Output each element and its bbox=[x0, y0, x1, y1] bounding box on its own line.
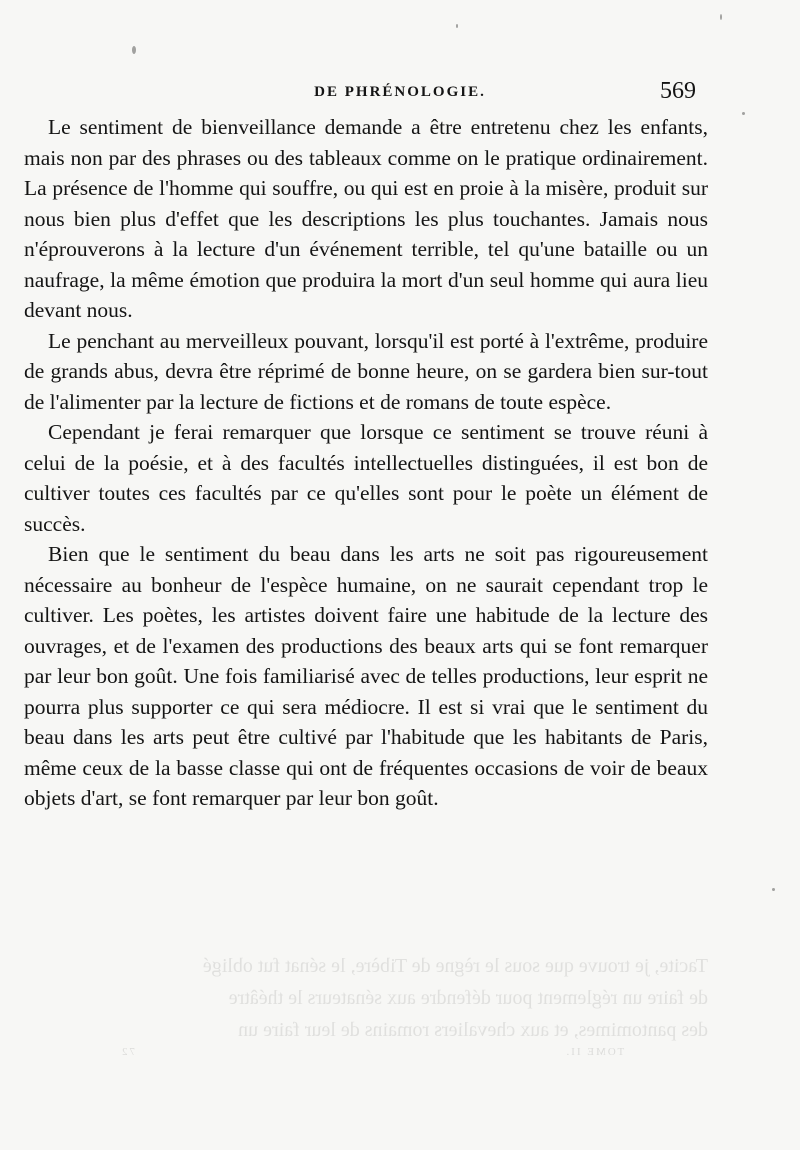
running-header: DE PHRÉNOLOGIE. bbox=[314, 84, 486, 100]
paragraph: Cependant je ferai remarquer que lorsque ce sentiment se trouve réuni à celui de la poésie, et à des facultés intellectuelles distinguées, il est bon de cultiver toutes ces facultés par ce qu'elles sont pour le poète un élément de succès. bbox=[24, 420, 708, 536]
paper-speck bbox=[742, 112, 745, 115]
signature-number: 72 bbox=[120, 1046, 135, 1058]
paper-speck bbox=[132, 46, 136, 54]
show-through-line: de faire un réglement pour défendre aux sénateurs le théâtre bbox=[228, 987, 708, 1009]
paragraph: Bien que le sentiment du beau dans les arts ne soit pas rigoureusement nécessaire au bonheur de l'espèce humaine, on ne saurait cependant trop le cultiver. Les poètes, les artistes doivent faire une habitude de la lecture des ouvrages, et de l'examen des productions des beaux arts qui se font remarquer par leur bon goût. Une fois familiarisé avec de telles productions, leur esprit ne pourra plus supporter ce qui sera médiocre. Il est si vrai que le sentiment du beau dans les arts peut être cultivé par l'habitude que les habitants de Paris, même ceux de la basse classe qui ont de fréquentes occasions de voir de beaux objets d'art, se font remarquer par leur bon goût. bbox=[24, 542, 708, 810]
paper-speck bbox=[456, 24, 458, 28]
show-through-text bbox=[24, 950, 708, 1046]
paper-speck bbox=[720, 14, 722, 20]
paragraph: Le penchant au merveilleux pouvant, lorsqu'il est porté à l'extrême, produire de grands abus, devra être réprimé de bonne heure, on se gardera bien sur-tout de l'alimenter par la lecture de fictions et de romans de toute espèce. bbox=[24, 328, 708, 414]
body-text bbox=[24, 112, 708, 814]
signature-label: TOME II. bbox=[564, 1046, 625, 1058]
show-through-signature bbox=[120, 1046, 624, 1058]
paper-speck bbox=[772, 888, 775, 891]
show-through-line: des pantomimes, et aux chevaliers romains de leur faire un bbox=[238, 1019, 708, 1041]
show-through-line: Tacite, je trouve que sous le règne de Tibère, le sénat fut obligé bbox=[202, 955, 708, 977]
paragraph: Le sentiment de bienveillance demande a être entretenu chez les enfants, mais non par des phrases ou des tableaux comme on le pratique ordinairement. La présence de l'homme qui souffre, ou qui est en proie à la misère, produit sur nous bien plus d'effet que les descriptions les plus touchantes. Jamais nous n'éprouverons à la lecture d'un événement terrible, tel qu'une bataille ou un naufrage, la même émotion que produira la mort d'un seul homme qui aura lieu devant nous. bbox=[24, 115, 708, 322]
page-number: 569 bbox=[660, 78, 696, 104]
